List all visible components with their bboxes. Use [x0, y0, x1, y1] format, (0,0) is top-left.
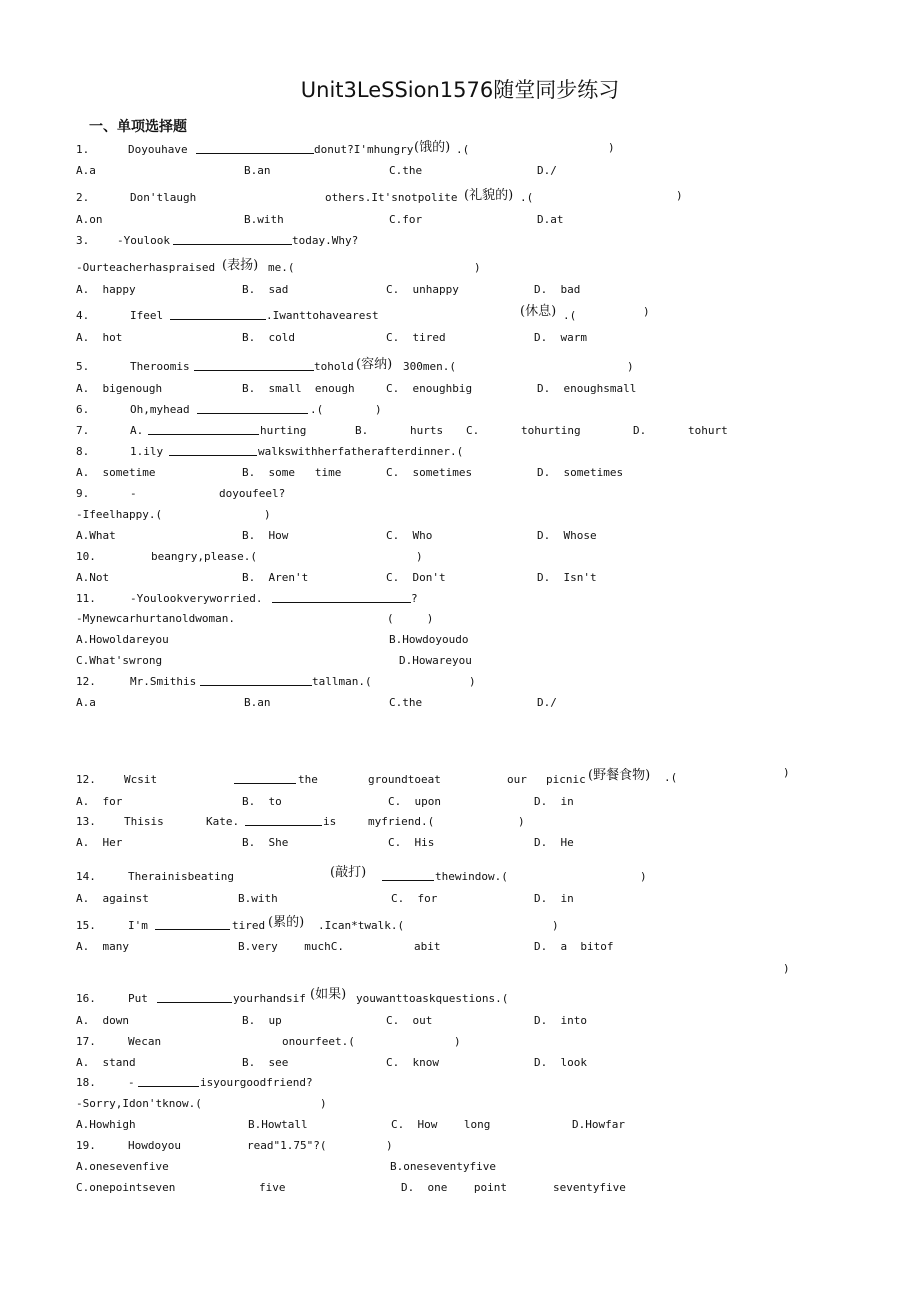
q4-option-a[interactable]: A. hot [76, 331, 123, 344]
q13-text-d: myfriend.( [368, 815, 435, 828]
q2-text-c: .( [520, 191, 534, 204]
q14-option-b[interactable]: B.with [238, 892, 278, 905]
q15-blank[interactable] [155, 919, 230, 930]
q11-option-d[interactable]: D.Howareyou [399, 654, 472, 667]
q17-option-b[interactable]: B. see [242, 1056, 289, 1069]
q13-option-a[interactable]: A. Her [76, 836, 123, 849]
q10-number: 10. [76, 550, 96, 563]
q14-cn: (敲打) [330, 865, 367, 880]
q16-blank[interactable] [157, 992, 232, 1003]
q15-number: 15. [76, 919, 96, 932]
q17-paren: ) [454, 1035, 461, 1048]
q15-cn: (累的) [268, 915, 305, 930]
q19-option-d-tail[interactable]: seventyfive [553, 1181, 626, 1194]
q16-option-b[interactable]: B. up [242, 1014, 282, 1027]
q5-option-a[interactable]: A. bigenough [76, 382, 163, 395]
q6-number: 6. [76, 403, 90, 416]
q6-paren: ) [375, 403, 382, 416]
q18-number: 18. [76, 1076, 96, 1089]
q12b-text-a: Wcsit [124, 773, 158, 786]
q6-blank[interactable] [197, 403, 308, 414]
q5-paren: ) [627, 360, 634, 373]
q7-option-d-text[interactable]: tohurt [688, 424, 728, 437]
q4-text-c: .( [563, 309, 577, 322]
q12-text-a: Mr.Smithis [130, 675, 197, 688]
q18-text-a: - [128, 1076, 135, 1089]
q15-option-b[interactable]: B.very muchC. [238, 940, 344, 953]
q14-paren: ) [640, 870, 647, 883]
q14-text-a: Therainisbeating [128, 870, 234, 883]
q17-option-c[interactable]: C. know [386, 1056, 439, 1069]
q12b-option-d[interactable]: D. in [534, 795, 574, 808]
q8-option-a[interactable]: A. sometime [76, 466, 156, 479]
q13-number: 13. [76, 815, 96, 828]
q16-number: 16. [76, 992, 96, 1005]
q7-option-c[interactable]: C. [466, 424, 480, 437]
q4-blank[interactable] [170, 309, 266, 320]
q19-option-b[interactable]: B.oneseventyfive [390, 1160, 496, 1173]
q5-text-a: Theroomis [130, 360, 190, 373]
q12-blank[interactable] [200, 675, 312, 686]
q18-option-d[interactable]: D.Howfar [572, 1118, 625, 1131]
q19-text-b: read"1.75"?( [247, 1139, 327, 1152]
q12b-number: 12. [76, 773, 96, 786]
q1-option-d[interactable]: D./ [537, 164, 557, 177]
q5-blank[interactable] [194, 360, 314, 371]
q11-option-c[interactable]: C.What'swrong [76, 654, 163, 667]
q11-option-b[interactable]: B.Howdoyoudo [389, 633, 469, 646]
q18-option-c[interactable]: C. How long [391, 1118, 491, 1131]
page-title: Unit3LeSSion1576随堂同步练习 [300, 78, 620, 102]
q13-option-d[interactable]: D. He [534, 836, 574, 849]
q15-paren: ) [552, 919, 559, 932]
section-heading: 一、单项选择题 [89, 119, 187, 135]
q16-option-c[interactable]: C. out [386, 1014, 433, 1027]
q15-text-a: I'm [128, 919, 148, 932]
q6-text-b: .( [310, 403, 324, 416]
q1-blank[interactable] [196, 143, 314, 154]
q4-option-d[interactable]: D. warm [534, 331, 587, 344]
q11-text-a: -Youlookveryworried. [130, 592, 263, 605]
q14-option-c[interactable]: C. for [391, 892, 438, 905]
q11-text-b: ? [411, 592, 418, 605]
q18-text-b: isyourgoodfriend? [200, 1076, 313, 1089]
q12b-text-b: the [298, 773, 318, 786]
q13-text-a: Thisis [124, 815, 164, 828]
q7-option-c-text[interactable]: tohurting [521, 424, 581, 437]
q16-text-a: Put [128, 992, 148, 1005]
q11-option-a[interactable]: A.Howoldareyou [76, 633, 169, 646]
q9-text-b: doyoufeel? [219, 487, 286, 500]
q8-number: 8. [76, 445, 90, 458]
q12b-text-d: our [507, 773, 527, 786]
q7-option-a[interactable]: A. [130, 424, 144, 437]
q7-blank[interactable] [148, 424, 259, 435]
q8-blank[interactable] [169, 445, 257, 456]
q18-line2: -Sorry,Idon'tknow.( [76, 1097, 202, 1110]
q9-option-c[interactable]: C. Who [386, 529, 433, 542]
q19-option-c-tail[interactable]: five [259, 1181, 286, 1194]
q5-number: 5. [76, 360, 90, 373]
q3-blank[interactable] [173, 234, 292, 245]
q12b-option-b[interactable]: B. to [242, 795, 282, 808]
q5-text-c: 300men.( [403, 360, 456, 373]
q10-option-d[interactable]: D. Isn't [537, 571, 597, 584]
q18-blank[interactable] [138, 1076, 199, 1087]
q15-stray-paren: ) [783, 962, 790, 975]
q2-option-b[interactable]: B.with [244, 213, 284, 226]
q17-option-a[interactable]: A. stand [76, 1056, 136, 1069]
q13-paren: ) [518, 815, 525, 828]
q2-option-c[interactable]: C.for [389, 213, 423, 226]
q14-blank[interactable] [382, 870, 434, 881]
q14-option-a[interactable]: A. against [76, 892, 149, 905]
q12b-paren: ) [783, 766, 790, 779]
q3-line2-a: -Ourteacherhaspraised [76, 261, 216, 274]
q8-option-d[interactable]: D. sometimes [537, 466, 624, 479]
q1-text-b: donut?I'mhungry [314, 143, 414, 156]
q13-blank[interactable] [245, 815, 322, 826]
q12b-blank[interactable] [234, 773, 296, 784]
q2-option-a[interactable]: A.on [76, 213, 103, 226]
q15-option-d[interactable]: D. a bitof [534, 940, 614, 953]
q3-option-b[interactable]: B. sad [242, 283, 289, 296]
q12-option-c[interactable]: C.the [389, 696, 423, 709]
q2-number: 2. [76, 191, 90, 204]
q5-cn: (容纳) [356, 357, 393, 372]
q17-text-a: Wecan [128, 1035, 162, 1048]
q3-text-a: -Youlook [117, 234, 170, 247]
q2-paren: ) [676, 189, 683, 202]
q15-text-b: tired [232, 919, 266, 932]
q16-option-d[interactable]: D. into [534, 1014, 587, 1027]
q4-number: 4. [76, 309, 90, 322]
q8-option-c[interactable]: C. sometimes [386, 466, 473, 479]
q12b-cn: (野餐食物) [588, 768, 651, 783]
q16-cn: (如果) [310, 987, 347, 1002]
q2-option-d[interactable]: D.at [537, 213, 564, 226]
q2-text-b: others.It'snotpolite [325, 191, 458, 204]
q12b-text-c: groundtoeat [368, 773, 441, 786]
q3-paren: ) [474, 261, 481, 274]
q10-option-b[interactable]: B. Aren't [242, 571, 309, 584]
q17-text-b: onourfeet.( [282, 1035, 355, 1048]
q12-text-b: tallman.( [312, 675, 372, 688]
q11-line2: -Mynewcarhurtanoldwoman. [76, 612, 235, 625]
q12b-text-e: picnic [546, 773, 586, 786]
q2-text-a: Don'tlaugh [130, 191, 197, 204]
q18-option-b[interactable]: B.Howtall [248, 1118, 308, 1131]
q9-paren: ) [264, 508, 271, 521]
q13-text-c: is [323, 815, 337, 828]
q9-option-a[interactable]: A.What [76, 529, 116, 542]
q12b-text-f: .( [664, 771, 678, 784]
q12-option-b[interactable]: B.an [244, 696, 271, 709]
q7-option-a-text[interactable]: hurting [260, 424, 307, 437]
q4-option-b[interactable]: B. cold [242, 331, 295, 344]
q13-text-b: Kate. [206, 815, 240, 828]
q4-text-b: .Iwanttohavearest [266, 309, 379, 322]
q10-option-c[interactable]: C. Don't [386, 571, 446, 584]
q16-text-c: youwanttoaskquestions.( [356, 992, 509, 1005]
q12b-option-c[interactable]: C. upon [388, 795, 441, 808]
q4-paren: ) [643, 305, 650, 318]
q8-text-a: 1.ily [130, 445, 164, 458]
q10-paren: ) [416, 550, 423, 563]
q12b-option-a[interactable]: A. for [76, 795, 123, 808]
q5-option-d[interactable]: D. enoughsmall [537, 382, 637, 395]
q13-option-c[interactable]: C. His [388, 836, 435, 849]
q3-text-b: today.Why? [292, 234, 359, 247]
q15-option-a[interactable]: A. many [76, 940, 129, 953]
q12-paren: ) [469, 675, 476, 688]
q17-number: 17. [76, 1035, 96, 1048]
q10-text-a: beangry,please.( [151, 550, 257, 563]
q12-option-d[interactable]: D./ [537, 696, 557, 709]
q3-option-c[interactable]: C. unhappy [386, 283, 459, 296]
q9-number: 9. [76, 487, 90, 500]
q8-text-b: walkswithherfatherafterdinner.( [258, 445, 464, 458]
q5-option-c[interactable]: C. enoughbig [386, 382, 473, 395]
q11-paren: ( ) [387, 612, 434, 625]
q4-cn: (休息) [520, 304, 557, 319]
q1-text-a: Doyouhave [128, 143, 188, 156]
q1-number: 1. [76, 143, 90, 156]
q14-text-b: thewindow.( [435, 870, 508, 883]
q7-option-b[interactable]: B. [355, 424, 369, 437]
q17-option-d[interactable]: D. look [534, 1056, 587, 1069]
q19-text-a: Howdoyou [128, 1139, 181, 1152]
q1-option-a[interactable]: A.a [76, 164, 96, 177]
q9-text-a: - [130, 487, 137, 500]
q15-option-c[interactable]: abit [414, 940, 441, 953]
q11-number: 11. [76, 592, 96, 605]
q1-cn: (饿的) [414, 140, 451, 155]
q8-option-b[interactable]: B. some time [242, 466, 342, 479]
q14-option-d[interactable]: D. in [534, 892, 574, 905]
q16-text-b: yourhandsif [233, 992, 306, 1005]
q7-option-b-text[interactable]: hurts [410, 424, 444, 437]
q5-text-b: tohold [314, 360, 354, 373]
q1-text-c: .( [456, 143, 470, 156]
q19-paren: ) [386, 1139, 393, 1152]
q3-cn: (表扬) [222, 258, 259, 273]
q7-option-d[interactable]: D. [633, 424, 647, 437]
q3-number: 3. [76, 234, 90, 247]
q3-line2-b: me.( [268, 261, 295, 274]
q9-line2: -Ifeelhappy.( [76, 508, 163, 521]
q5-option-b[interactable]: B. small enough [242, 382, 355, 395]
q12-option-a[interactable]: A.a [76, 696, 96, 709]
q19-number: 19. [76, 1139, 96, 1152]
q1-paren: ) [608, 141, 615, 154]
q7-number: 7. [76, 424, 90, 437]
q1-option-c[interactable]: C.the [389, 164, 423, 177]
q14-number: 14. [76, 870, 96, 883]
q18-option-a[interactable]: A.Howhigh [76, 1118, 136, 1131]
q2-cn: (礼貌的) [464, 188, 514, 203]
q4-option-c[interactable]: C. tired [386, 331, 446, 344]
q19-option-c[interactable]: C.onepointseven [76, 1181, 176, 1194]
q6-text-a: Oh,myhead [130, 403, 190, 416]
q16-option-a[interactable]: A. down [76, 1014, 129, 1027]
q13-option-b[interactable]: B. She [242, 836, 289, 849]
q15-text-c: .Ican*twalk.( [318, 919, 405, 932]
q3-option-d[interactable]: D. bad [534, 283, 581, 296]
q9-option-b[interactable]: B. How [242, 529, 289, 542]
q1-option-b[interactable]: B.an [244, 164, 271, 177]
q9-option-d[interactable]: D. Whose [537, 529, 597, 542]
q4-text-a: Ifeel [130, 309, 164, 322]
q19-option-a[interactable]: A.onesevenfive [76, 1160, 169, 1173]
q18-paren: ) [320, 1097, 327, 1110]
q3-option-a[interactable]: A. happy [76, 283, 136, 296]
q19-option-d[interactable]: D. one point [401, 1181, 507, 1194]
q12-number: 12. [76, 675, 96, 688]
q10-option-a[interactable]: A.Not [76, 571, 110, 584]
q11-blank[interactable] [272, 592, 411, 603]
